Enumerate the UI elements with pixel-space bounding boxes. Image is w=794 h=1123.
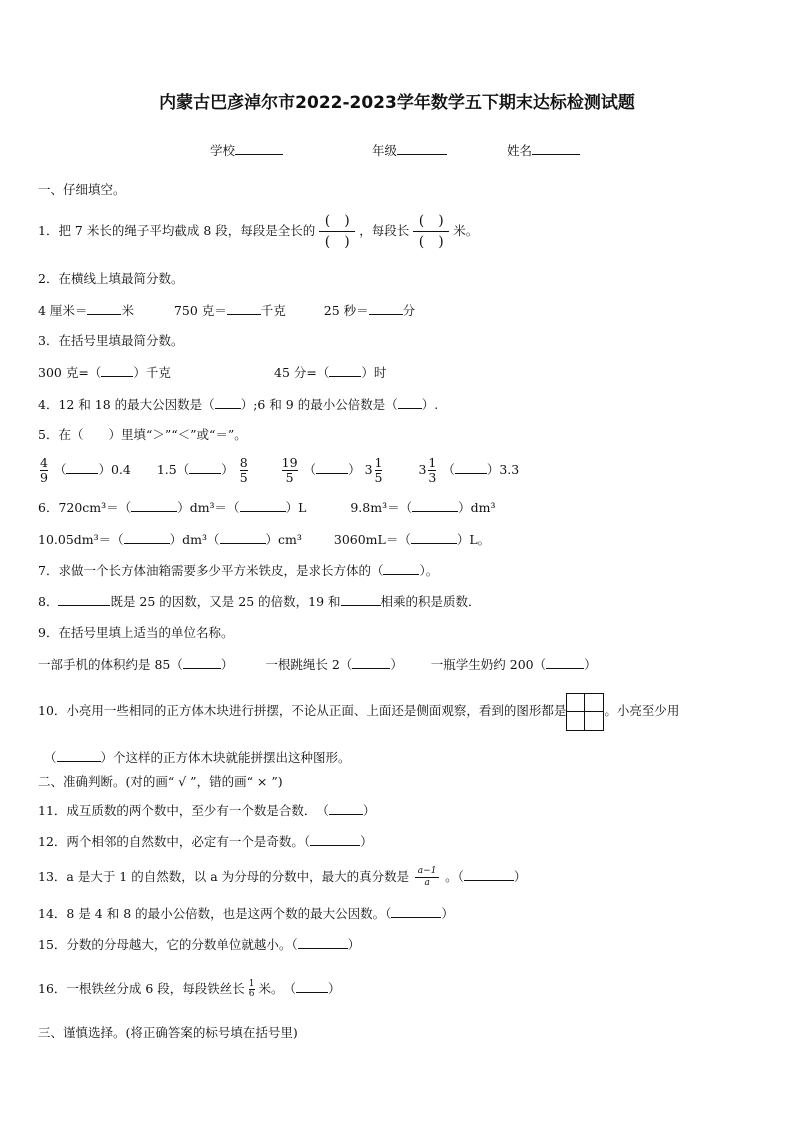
q1-blank-numerator: ( ) (324, 213, 350, 229)
fraction-1-5: $\frac{1}{5}$ (374, 455, 383, 485)
fraction-19-5: $\frac{19}{5}$ (281, 455, 298, 485)
name-label: 姓名 (507, 143, 533, 158)
question-5-items: $\frac{4}{9}$ （ ）0.4 1.5（ ） $\frac{8}{5}$ $\frac{19}{5}$ （ ） 3 $\frac{1}{5}$ 3 $\frac{1}{3}$ （ ）3.3 (40, 455, 520, 485)
question-10-line-2: （ ）个这样的正方体木块就能拼摆出这种图形。 (44, 750, 351, 765)
q1-text-2: ，每段长 (359, 223, 410, 238)
question-9-stem: 9．在括号里填上适当的单位名称。 (38, 625, 234, 640)
question-8: 8． 既是 25 的因数，又是 25 的倍数，19 和 相乘的积是质数． (38, 594, 481, 609)
question-16: 16．一根铁丝分成 6 段，每段铁丝长 $\frac{1}{6}$ 米。 （ ） (38, 979, 341, 999)
fraction-4-9: $\frac{4}{9}$ (40, 455, 48, 485)
question-3-item-a: 300 克=（ ）千克 (38, 365, 171, 380)
fraction-a-minus-1-over-a: $\frac{a-1}{a}$ (415, 866, 439, 889)
grade-field (372, 142, 447, 159)
q1-blank-denominator: ( ) (324, 234, 350, 250)
name-field (507, 142, 580, 159)
question-3-item-b: 45 分=（ ）时 (274, 365, 387, 380)
fraction-1-3: $\frac{1}{3}$ (428, 455, 437, 485)
question-6-line-2: 10.05dm³＝（ ）dm³（ ）cm³ 3060mL＝（ ）L。 (38, 532, 491, 547)
q1-text-3: 米。 (453, 223, 479, 238)
question-7: 7．求做一个长方体油箱需要多少平方米铁皮，是求长方体的（ ）。 (38, 563, 439, 578)
question-2-stem: 2．在横线上填最简分数。 (38, 271, 184, 286)
q1-blank-fraction-2 (413, 212, 449, 251)
q1-blank-denominator-2: ( ) (418, 234, 444, 250)
question-1 (38, 208, 478, 254)
q1-blank-fraction-1 (319, 212, 355, 251)
section-3-heading: 三、谨慎选择。(将正确答案的标号填在括号里) (38, 1025, 298, 1040)
question-10-line-1: 10．小亮用一些相同的正方体木块进行拼摆，不论从正面、上面还是侧面观察，看到的图形都是 。小亮至少用 (38, 692, 679, 730)
fraction-1-6: $\frac{1}{6}$ (248, 979, 255, 999)
question-5-stem: 5．在（ ）里填“＞”“＜”或“＝”。 (38, 427, 247, 442)
school-field (210, 142, 283, 159)
question-14: 14．8 是 4 和 8 的最小公倍数，也是这两个数的最大公因数。（ ） (38, 906, 454, 921)
question-3-stem: 3．在括号里填最简分数。 (38, 333, 184, 348)
grade-label: 年级 (372, 143, 398, 158)
section-2-heading: 二、准确判断。(对的画“ √ ”，错的画“ × ”) (38, 774, 283, 789)
question-13: 13．a 是大于 1 的自然数，以 a 为分母的分数中，最大的真分数是 $\frac{a-1}{a}$ 。（ ） (38, 866, 527, 888)
question-15: 15．分数的分母越大，它的分数单位就越小。（ ） (38, 937, 361, 952)
fraction-8-5: $\frac{8}{5}$ (239, 455, 248, 485)
question-11: 11．成互质数的两个数中，至少有一个数是合数． （ ） (38, 803, 376, 818)
section-1-heading: 一、仔细填空。 (38, 182, 126, 197)
school-label: 学校 (210, 143, 236, 158)
question-2-items: 4 厘米＝ 米 750 克＝ 千克 25 秒＝ 分 (38, 303, 416, 318)
q1-blank-numerator-2: ( ) (418, 213, 444, 229)
page-title: 内蒙古巴彦淖尔市2022-2023学年数学五下期末达标检测试题 (159, 93, 635, 113)
square-grid-figure (566, 693, 604, 731)
q1-text: 1．把 7 米长的绳子平均截成 8 段，每段是全长的 (38, 223, 316, 238)
question-6-line-1: 6．720cm³＝（ ）dm³＝（ ）L 9.8m³＝（ ）dm³ (38, 500, 496, 515)
question-12: 12．两个相邻的自然数中，必定有一个是奇数。（ ） (38, 834, 373, 849)
question-9-items: 一部手机的体积约是 85（ ） 一根跳绳长 2（ ） 一瓶学生奶约 200（ ） (38, 657, 597, 672)
question-4: 4．12 和 18 的最大公因数是（ ）;6 和 9 的最小公倍数是（ ）. (38, 397, 439, 412)
